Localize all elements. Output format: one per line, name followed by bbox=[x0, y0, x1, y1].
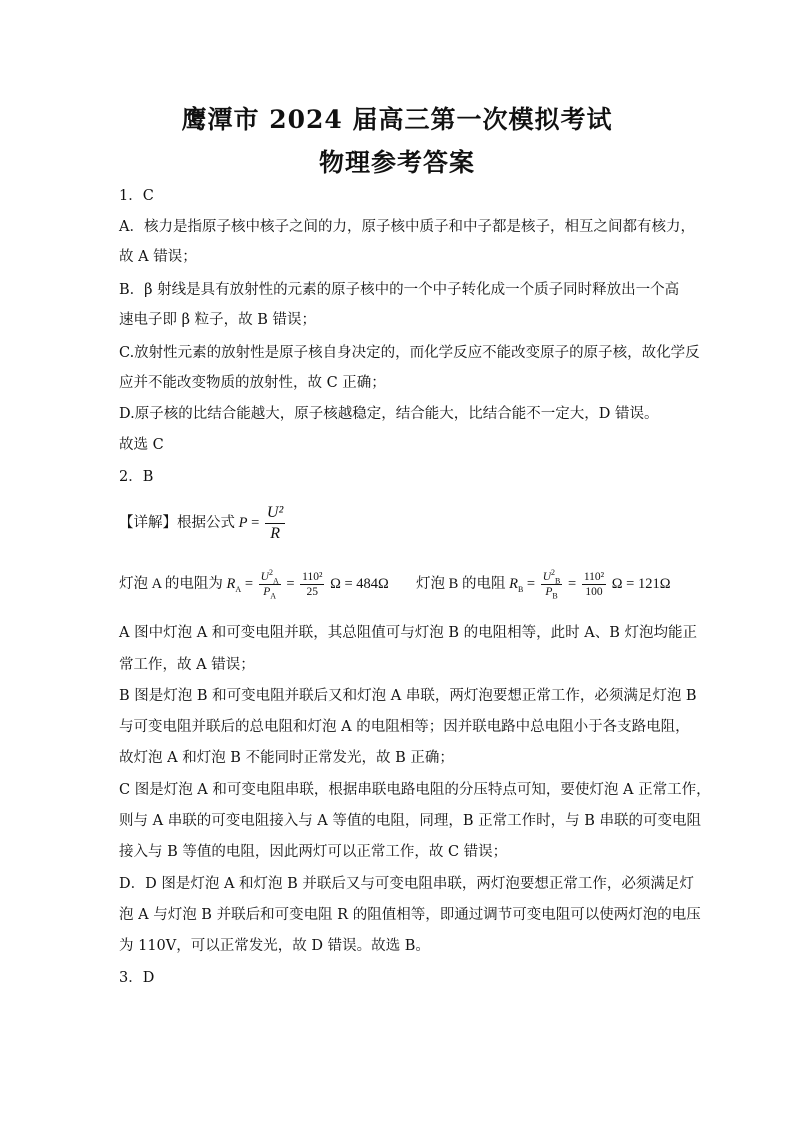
bulb-a-label: 灯泡 A 的电阻为 bbox=[119, 576, 223, 592]
q2-bulb-resistance: 灯泡 A 的电阻为 $R_A$ = $\frac{U^2_A}{P_A}$ = $\frac{\text{110²}}{25}$ Ω = 484Ω 灯泡 B 的电阻 $R_B$ = $\frac{U^2_B}{P_B}$ = $\frac{\text{110²}}{100}$ Ω = 121Ω bbox=[119, 568, 671, 601]
q2-option-d-line3: 为 110V，可以正常发光，故 D 错误。故选 B。 bbox=[119, 938, 430, 954]
q2-option-c-line2: 则与 A 串联的可变电阻接入与 A 等值的电阻，同理，B 正常工作时，与 B 串联的可变电阻 bbox=[119, 813, 702, 829]
q2-option-b-line1: B 图是灯泡 B 和可变电阻并联后又和灯泡 A 串联，两灯泡要想正常工作，必须满足灯泡 B bbox=[119, 688, 697, 704]
detail-label: 【详解】根据公式 bbox=[119, 515, 235, 531]
bulb-b-label: 灯泡 B 的电阻 bbox=[416, 576, 506, 592]
q1-option-a-line1: A．核力是指原子核中核子之间的力，原子核中质子和中子都是核子，相互之间都有核力， bbox=[119, 219, 695, 235]
q2-power-formula: 【详解】根据公式 P = $\frac{\text{U²}}{R}$ bbox=[119, 504, 284, 543]
q1-option-b-line1: B．β 射线是具有放射性的元素的原子核中的一个中子转化成一个质子同时释放出一个高 bbox=[119, 282, 680, 298]
q1-option-a-line2: 故 A 错误； bbox=[119, 249, 197, 265]
q1-answer: 1．C bbox=[119, 188, 154, 204]
bulb-a-result: Ω = 484Ω bbox=[330, 576, 389, 592]
q2-option-a-line1: A 图中灯泡 A 和可变电阻并联，其总阻值可与灯泡 B 的电阻相等，此时 A、B 灯泡均能正 bbox=[119, 625, 697, 641]
q3-answer: 3．D bbox=[119, 970, 155, 986]
q2-option-b-line2: 与可变电阻并联后的总电阻和灯泡 A 的电阻相等；因并联电路中总电阻小于各支路电阻， bbox=[119, 719, 690, 735]
q2-option-a-line2: 常工作，故 A 错误； bbox=[119, 657, 255, 673]
formula-fraction bbox=[265, 503, 285, 544]
q2-option-d-line1: D．D 图是灯泡 A 和灯泡 B 并联后又与可变电阻串联，两灯泡要想正常工作，必须满足灯 bbox=[119, 876, 694, 892]
bulb-a-fraction: $\frac{\text{110²}}{25}$ bbox=[302, 571, 323, 599]
bulb-b-result: Ω = 121Ω bbox=[611, 576, 671, 592]
q1-option-b-line2: 速电子即 β 粒子，故 B 错误； bbox=[119, 312, 316, 328]
bulb-b-fraction: $\frac{\text{110²}}{100}$ bbox=[583, 571, 605, 599]
exam-title: 鹰潭市 2024 届高三第一次模拟考试 bbox=[181, 105, 613, 134]
formula-denominator: R bbox=[270, 525, 280, 543]
q2-option-c-line3: 接入与 B 等值的电阻，因此两灯可以正常工作，故 C 错误； bbox=[119, 844, 508, 860]
exam-subtitle: 物理参考答案 bbox=[318, 148, 475, 177]
q2-option-d-line2: 泡 A 与灯泡 B 并联后和可变电阻 R 的阻值相等，即通过调节可变电阻可以使两灯泡的电压 bbox=[119, 907, 701, 923]
q1-conclusion: 故选 C bbox=[119, 437, 164, 453]
q1-option-c-line2: 应并不能改变物质的放射性，故 C 正确； bbox=[119, 375, 386, 391]
q2-option-b-line3: 故灯泡 A 和灯泡 B 不能同时正常发光，故 B 正确； bbox=[119, 750, 454, 766]
q1-option-c-line1: C.放射性元素的放射性是原子核自身决定的，而化学反应不能改变原子的原子核，故化学反 bbox=[119, 345, 700, 361]
formula-p: P bbox=[238, 515, 248, 531]
q2-option-c-line1: C 图是灯泡 A 和可变电阻串联，根据串联电路电阻的分压特点可知，要使灯泡 A 正常工作， bbox=[119, 782, 711, 798]
q2-answer: 2．B bbox=[119, 469, 154, 485]
formula-numerator: U² bbox=[265, 503, 285, 524]
q1-option-d-line1: D.原子核的比结合能越大，原子核越稳定，结合能大，比结合能不一定大，D 错误。 bbox=[119, 406, 659, 422]
